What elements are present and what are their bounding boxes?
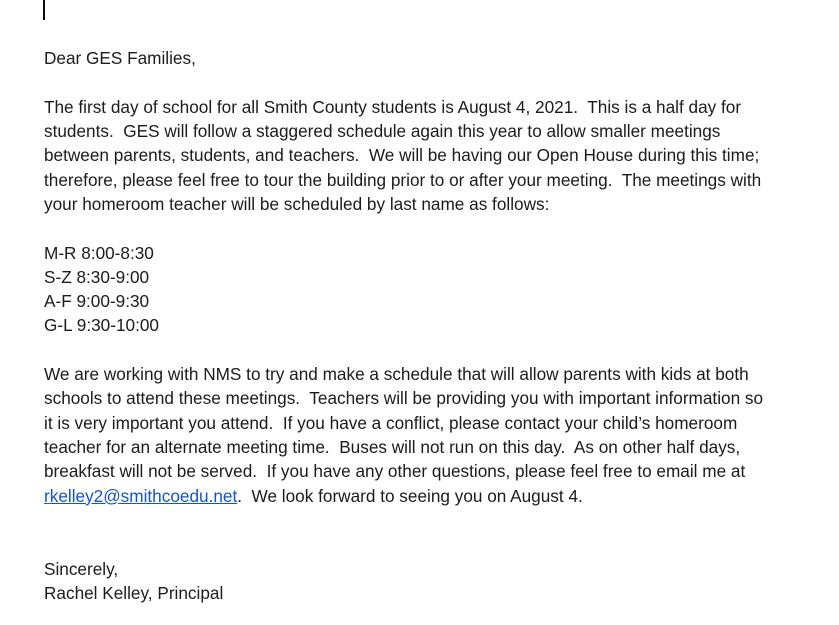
intro-line: between parents, students, and teachers. We will be having our Open House during this time; <box>44 145 760 166</box>
paragraph-gap <box>44 216 834 240</box>
letter-body[interactable] <box>44 46 834 605</box>
schedule-item: G-L 9:30-10:00 <box>44 315 159 336</box>
greeting <box>44 46 834 70</box>
intro-line: The first day of school for all Smith County students is August 4, 2021. This is a half day for <box>44 96 742 117</box>
paragraph-gap <box>44 338 834 362</box>
schedule-item: A-F 9:00-9:30 <box>44 291 150 312</box>
greeting-text: Dear GES Families, <box>44 48 196 68</box>
email-line <box>44 484 834 508</box>
details-line: teacher for an alternate meeting time. Buses will not run on this day. As on other half days, <box>44 437 741 458</box>
details-line: We are working with NMS to try and make a schedule that will allow parents with kids at both <box>44 364 749 385</box>
signature-name: Rachel Kelley, Principal <box>44 582 224 603</box>
closing-text: Sincerely, <box>44 558 119 579</box>
paragraph-gap <box>44 508 834 557</box>
closing-sentence: . We look forward to seeing you on August 4. <box>237 485 583 506</box>
details-line: schools to attend these meetings. Teachers will be providing you with important information so <box>44 388 764 409</box>
intro-line: your homeroom teacher will be scheduled by last name as follows: <box>44 193 550 214</box>
intro-line: therefore, please feel free to tour the building prior to or after your meeting. The meetings with <box>44 169 762 190</box>
schedule-item: S-Z 8:30-9:00 <box>44 266 150 287</box>
intro-line: students. GES will follow a staggered schedule again this year to allow smaller meetings <box>44 120 721 141</box>
email-link[interactable]: rkelley2@smithcoedu.net <box>44 485 238 506</box>
intro-paragraph <box>44 95 834 216</box>
signature-block <box>44 557 834 606</box>
details-line: breakfast will not be served. If you have any other questions, please feel free to email me at <box>44 461 746 482</box>
details-line: it is very important you attend. If you have a conflict, please contact your child’s homeroom <box>44 412 738 433</box>
paragraph-gap <box>44 70 834 94</box>
text-cursor <box>43 0 45 20</box>
schedule-list <box>44 241 834 338</box>
details-paragraph <box>44 362 834 508</box>
schedule-item: M-R 8:00-8:30 <box>44 242 154 263</box>
